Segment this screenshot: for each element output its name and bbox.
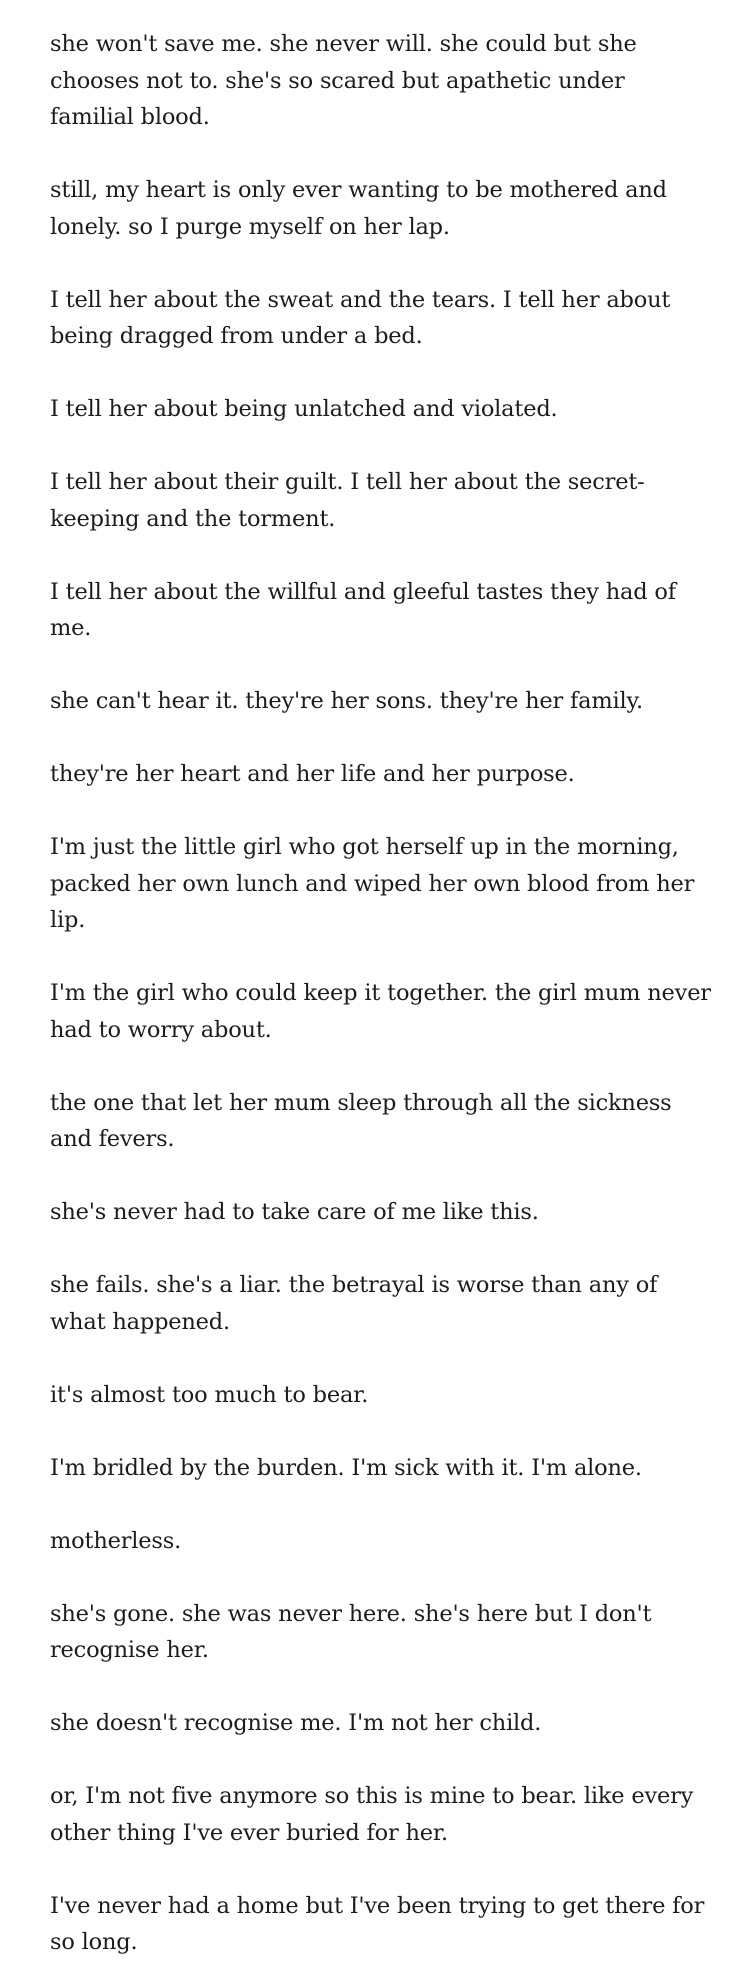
stanza-18: she doesn't recognise me. I'm not her child. [50,1710,542,1736]
poem-text [50,26,714,1961]
stanza-1: she won't save me. she never will. she could but she chooses not to. she's so scared but apathetic under familial blood. [50,31,637,130]
stanza-4: I tell her about being unlatched and violated. [50,396,558,422]
stanza-16: motherless. [50,1527,182,1554]
stanza-12: she's never had to take care of me like this. [50,1199,539,1225]
stanza-20: I've never had a home but I've been trying to get there for so long. [50,1892,705,1955]
stanza-17: she's gone. she was never here. she's here but I don't recognise her. [50,1600,652,1663]
stanza-15: I'm bridled by the burden. I'm sick with it. I'm alone. [50,1454,642,1481]
stanza-5: I tell her about their guilt. I tell her about the secret-keeping and the torment. [50,469,645,532]
stanza-6: I tell her about the willful and gleeful tastes they had of me. [50,578,676,641]
stanza-7: she can't hear it. they're her sons. they're her family. [50,688,644,714]
stanza-9: I'm just the little girl who got herself up in the morning, packed her own lunch and wiped her own blood from her lip. [50,834,695,933]
stanza-10: I'm the girl who could keep it together. the girl mum never had to worry about. [50,980,711,1043]
stanza-13: she fails. she's a liar. the betrayal is worse than any of what happened. [50,1272,658,1335]
stanza-19: or, I'm not five anymore so this is mine to bear. like every other thing I've ever buried for her. [50,1783,694,1846]
stanza-2: still, my heart is only ever wanting to be mothered and lonely. so I purge myself on her lap. [50,177,667,240]
stanza-3: I tell her about the sweat and the tears. I tell her about being dragged from under a bed. [50,286,671,349]
stanza-14: it's almost too much to bear. [50,1381,369,1408]
stanza-11: the one that let her mum sleep through all the sickness and fevers. [50,1089,672,1152]
stanza-8: they're her heart and her life and her purpose. [50,761,575,787]
